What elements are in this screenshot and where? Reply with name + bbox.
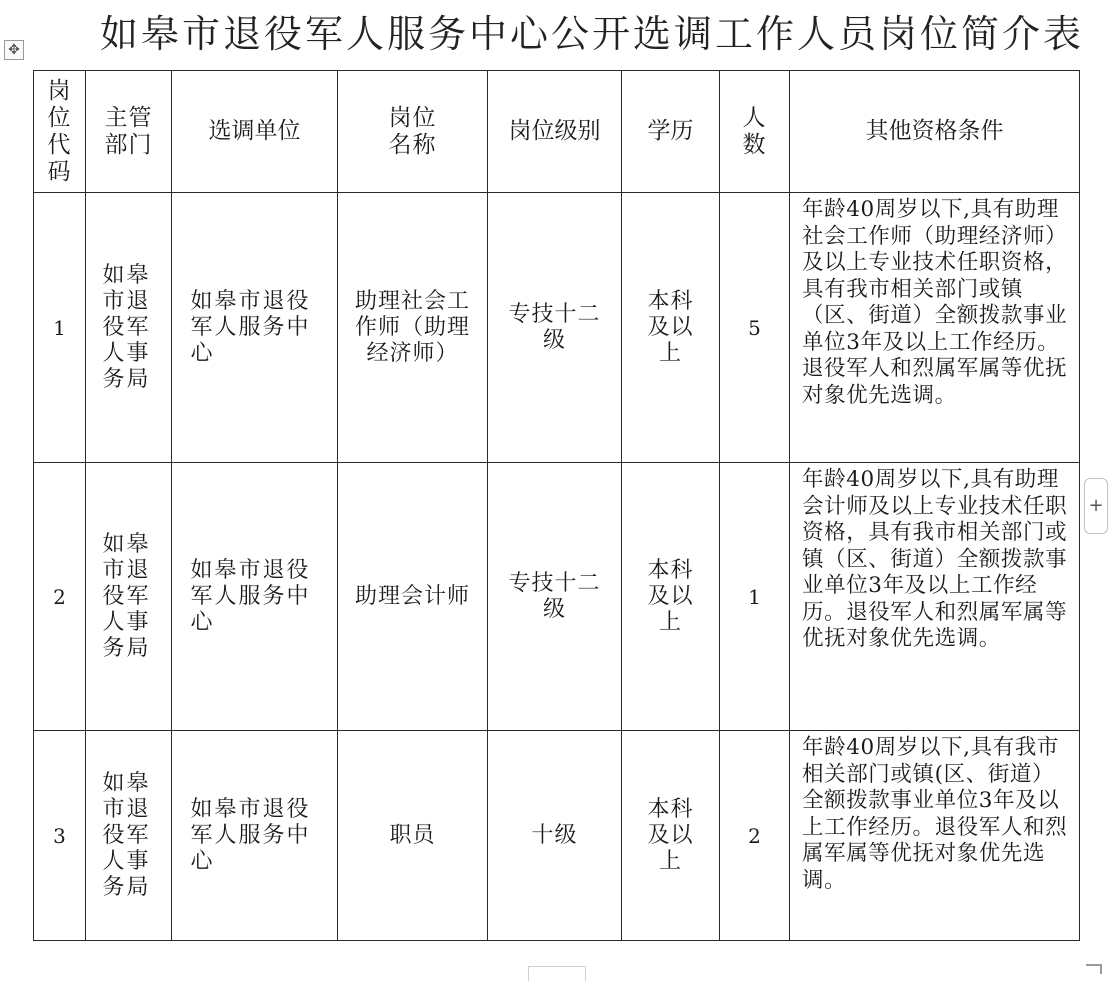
cell-dept: 如皋市退役军人事务局 [86, 193, 172, 463]
header-unit: 选调单位 [172, 71, 338, 193]
table-row [34, 463, 1080, 731]
cell-post: 助理会计师 [338, 463, 488, 731]
cell-post: 助理社会工作师（助理经济师） [338, 193, 488, 463]
cell-level: 十级 [488, 731, 622, 941]
header-row [34, 71, 1080, 193]
table-end-marker [528, 966, 586, 981]
cell-unit: 如皋市退役军人服务中心 [172, 731, 338, 941]
cell-unit: 如皋市退役军人服务中心 [172, 463, 338, 731]
cell-dept: 如皋市退役军人事务局 [86, 731, 172, 941]
header-dept: 主管部门 [86, 71, 172, 193]
cell-edu: 本科及以上 [622, 463, 720, 731]
cell-post: 职员 [338, 731, 488, 941]
cell-other: 年龄40周岁以下,具有助理社会工作师（助理经济师）及以上专业技术任职资格，具有我市相关部门或镇（区、街道）全额拨款事业单位3年及以上工作经历。退役军人和烈属军属等优抚对象优先选调。 [790, 193, 1080, 463]
cell-count: 1 [720, 463, 790, 731]
job-table [33, 70, 1080, 941]
header-level: 岗位级别 [488, 71, 622, 193]
header-code: 岗位代码 [34, 71, 86, 193]
cell-code: 1 [34, 193, 86, 463]
cell-count: 5 [720, 193, 790, 463]
cell-other: 年龄40周岁以下,具有我市相关部门或镇(区、街道）全额拨款事业单位3年及以上工作经历。退役军人和烈属军属等优抚对象优先选调。 [790, 731, 1080, 941]
cell-level: 专技十二级 [488, 193, 622, 463]
cell-level: 专技十二级 [488, 463, 622, 731]
cell-dept: 如皋市退役军人事务局 [86, 463, 172, 731]
cell-unit: 如皋市退役军人服务中心 [172, 193, 338, 463]
table-row [34, 731, 1080, 941]
header-other: 其他资格条件 [790, 71, 1080, 193]
header-count: 人数 [720, 71, 790, 193]
move-arrows-icon[interactable]: ✥ [4, 40, 24, 60]
cell-edu: 本科及以上 [622, 731, 720, 941]
document-title: 如皋市退役军人服务中心公开选调工作人员岗位简介表 [100, 12, 1085, 56]
cell-code: 3 [34, 731, 86, 941]
cell-count: 2 [720, 731, 790, 941]
cell-edu: 本科及以上 [622, 193, 720, 463]
cell-other: 年龄40周岁以下,具有助理会计师及以上专业技术任职资格，具有我市相关部门或镇（区、街道）全额拨款事业单位3年及以上工作经历。退役军人和烈属军属等优抚对象优先选调。 [790, 463, 1080, 731]
header-edu: 学历 [622, 71, 720, 193]
header-post: 岗位名称 [338, 71, 488, 193]
table-row [34, 193, 1080, 463]
resize-corner-icon[interactable] [1086, 964, 1102, 974]
cell-code: 2 [34, 463, 86, 731]
plus-icon[interactable]: + [1084, 478, 1108, 534]
